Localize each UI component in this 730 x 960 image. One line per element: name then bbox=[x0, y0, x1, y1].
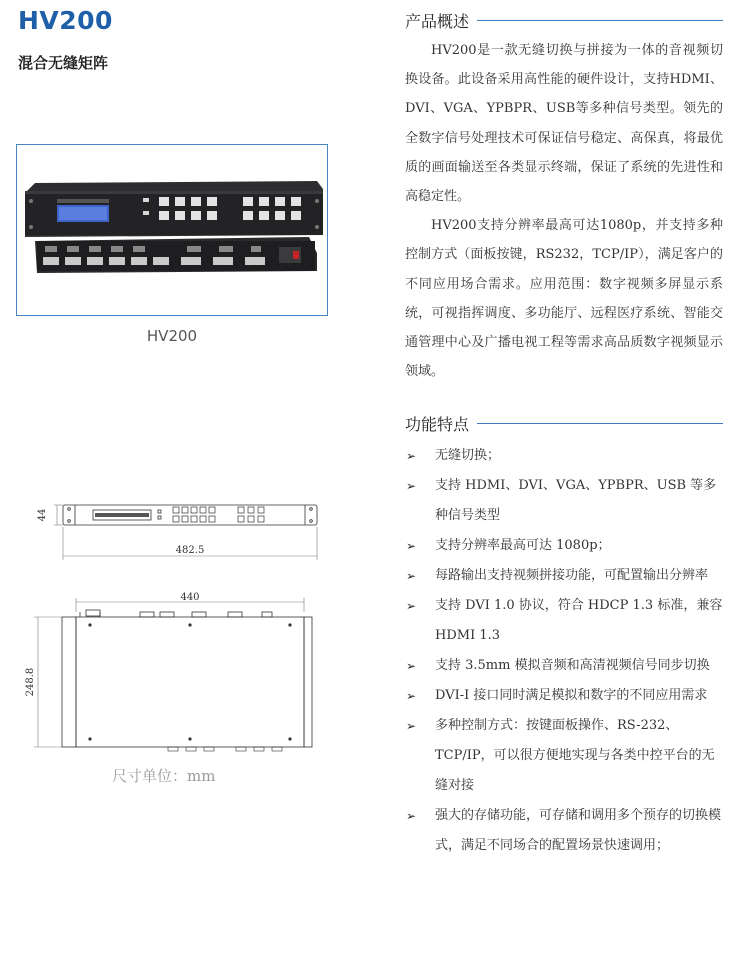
list-item: ➢ 支持 3.5mm 模拟音频和高清视频信号同步切换 bbox=[405, 651, 723, 681]
arrow-bullet-icon: ➢ bbox=[406, 719, 417, 733]
list-item: ➢ DVI-I 接口同时满足模拟和数字的不同应用需求 bbox=[405, 681, 723, 711]
front-height-label: 44 bbox=[37, 508, 48, 522]
dimension-drawing bbox=[0, 490, 330, 765]
top-width-label: 440 bbox=[180, 592, 200, 603]
features-heading-text: 功能特点 bbox=[405, 415, 470, 434]
model-title: HV200 bbox=[18, 6, 113, 35]
arrow-bullet-icon: ➢ bbox=[406, 599, 417, 613]
list-item: ➢ 支持 HDMI、DVI、VGA、YPBPR、USB 等多种信号类型 bbox=[405, 471, 723, 531]
arrow-bullet-icon: ➢ bbox=[406, 689, 417, 703]
overview-paragraph: HV200是一款无缝切换与拼接为一体的音视频切换设备。此设备采用高性能的硬件设计，支持HDMI、DVI、VGA、YPBPR、USB等多种信号类型。领先的全数字信号处理技术可保证信号稳定、高保真，将最优质的画面输送至各类显示终端，保证了系统的先进性和高稳定性。 bbox=[405, 43, 723, 205]
overview-heading bbox=[405, 9, 723, 32]
product-photo bbox=[17, 145, 327, 315]
features-list bbox=[405, 441, 723, 861]
top-depth-label: 248.8 bbox=[25, 667, 36, 697]
model-subtitle: 混合无缝矩阵 bbox=[18, 54, 109, 72]
front-width-label: 482.5 bbox=[175, 545, 205, 556]
overview-body bbox=[405, 36, 723, 386]
list-item: ➢ 无缝切换； bbox=[405, 441, 723, 471]
list-item: ➢ 强大的存储功能，可存储和调用多个预存的切换模式，满足不同场合的配置场景快速调用； bbox=[405, 801, 723, 861]
arrow-bullet-icon: ➢ bbox=[406, 539, 417, 553]
features-heading-rule bbox=[477, 423, 723, 424]
arrow-bullet-icon: ➢ bbox=[406, 479, 417, 493]
arrow-bullet-icon: ➢ bbox=[406, 659, 417, 673]
arrow-bullet-icon: ➢ bbox=[406, 569, 417, 583]
list-item: ➢ 支持 DVI 1.0 协议，符合 HDCP 1.3 标准，兼容 HDMI 1.3 bbox=[405, 591, 723, 651]
top-view bbox=[62, 610, 312, 751]
product-photo-frame bbox=[16, 144, 328, 316]
arrow-bullet-icon: ➢ bbox=[406, 809, 417, 823]
overview-heading-text: 产品概述 bbox=[405, 12, 470, 31]
product-caption: HV200 bbox=[146, 327, 198, 345]
overview-heading-rule bbox=[477, 20, 723, 21]
list-item: ➢ 多种控制方式：按键面板操作、RS-232、TCP/IP，可以很方便地实现与各类中控平台的无缝对接 bbox=[405, 711, 723, 801]
features-heading bbox=[405, 412, 723, 435]
arrow-bullet-icon: ➢ bbox=[406, 449, 417, 463]
list-item: ➢ 支持分辨率最高可达 1080p； bbox=[405, 531, 723, 561]
unit-caption: 尺寸单位：mm bbox=[112, 767, 216, 785]
list-item: ➢ 每路输出支持视频拼接功能，可配置输出分辨率 bbox=[405, 561, 723, 591]
overview-paragraph: HV200支持分辨率最高可达1080p，并支持多种控制方式（面板按键，RS232，TCP/IP），满足客户的不同应用场合需求。应用范围：数字视频多屏显示系统，可视指挥调度、多功能厅、远程医疗系统、智能交通管理中心及广播电视工程等需求高品质数字视频显示领域。 bbox=[405, 218, 723, 380]
